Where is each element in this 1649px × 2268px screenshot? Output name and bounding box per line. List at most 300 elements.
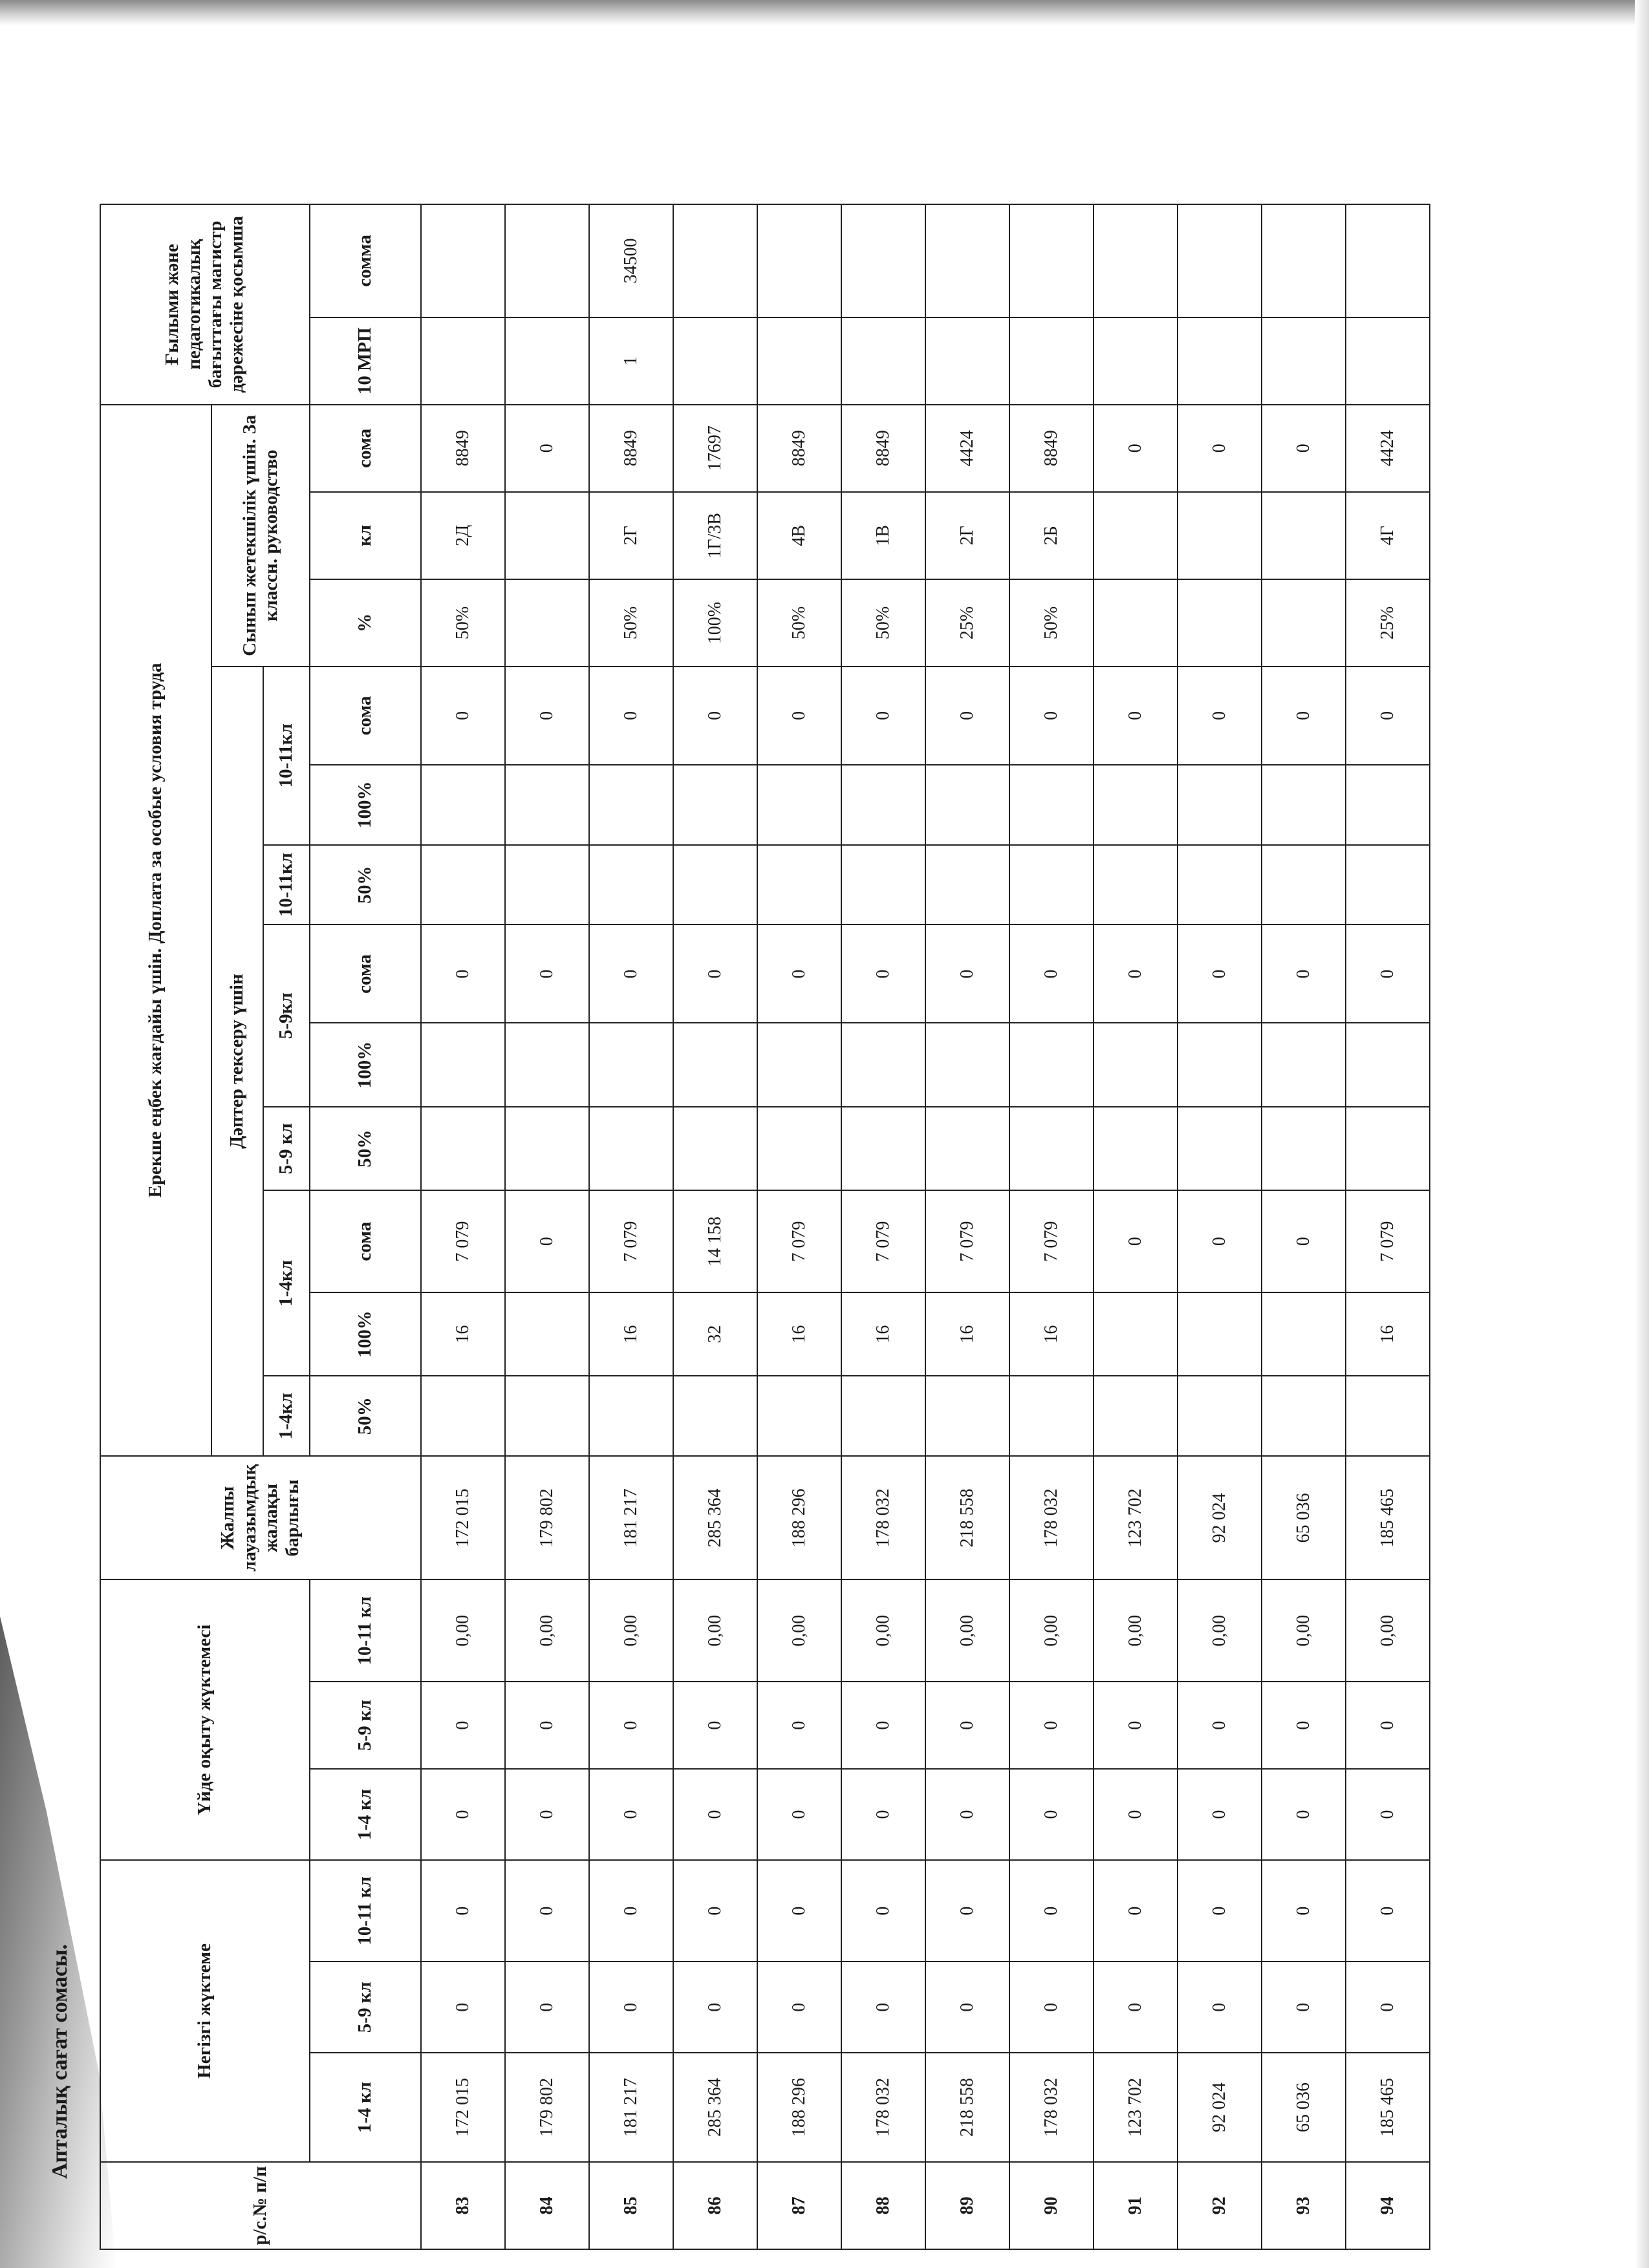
cell-b2: 0 [1346, 1962, 1430, 2053]
cell-c-s: 0 [505, 405, 589, 492]
table-row [841, 204, 925, 2249]
cell-n10-s: 0 [1009, 667, 1094, 765]
cell-n1-s: 7 079 [421, 1190, 505, 1292]
cell-b1: 172 015 [421, 2053, 505, 2162]
table-row [505, 204, 589, 2249]
cell-h3: 0,00 [757, 1580, 841, 1682]
row-number-cell: 94 [1346, 2162, 1430, 2249]
cell-c-s: 8849 [589, 405, 673, 492]
cell-h2: 0 [1262, 1682, 1346, 1769]
cell-n5-100 [841, 1023, 925, 1106]
cell-c-k: 1Г/3В [673, 492, 757, 579]
cell-m-s [841, 204, 925, 317]
cell-b2: 0 [589, 1962, 673, 2053]
salary-table [100, 204, 1430, 2250]
header-n5-100: 100% [310, 1023, 421, 1106]
cell-n1-50 [1178, 1376, 1262, 1456]
cell-n1-s: 7 079 [925, 1190, 1009, 1292]
cell-c-s: 8849 [1009, 405, 1094, 492]
cell-b1: 123 702 [1094, 2053, 1178, 2162]
cell-total: 188 296 [757, 1456, 841, 1579]
cell-n10-50 [757, 845, 841, 925]
cell-total: 178 032 [1009, 1456, 1094, 1579]
cell-n5-50 [925, 1107, 1009, 1190]
cell-c-p: 50% [421, 579, 505, 667]
cell-b1: 218 558 [925, 2053, 1009, 2162]
cell-b2: 0 [421, 1962, 505, 2053]
cell-b2: 0 [505, 1962, 589, 2053]
header-grp-10-11: 10-11кл [263, 845, 310, 925]
cell-h2: 0 [589, 1682, 673, 1769]
cell-c-k: 4В [757, 492, 841, 579]
cell-h2: 0 [841, 1682, 925, 1769]
cell-n5-50 [589, 1107, 673, 1190]
cell-n5-s: 0 [1009, 925, 1094, 1023]
cell-n5-100 [925, 1023, 1009, 1106]
cell-n5-50 [841, 1107, 925, 1190]
cell-h1: 0 [589, 1769, 673, 1860]
cell-c-s: 0 [1094, 405, 1178, 492]
cell-n10-100 [505, 765, 589, 845]
cell-n10-s: 0 [589, 667, 673, 765]
table-row [673, 204, 757, 2249]
row-number-cell: 92 [1178, 2162, 1262, 2249]
table-row [1009, 204, 1094, 2249]
cell-b1: 178 032 [841, 2053, 925, 2162]
sheet-caption: Апталық сағат сомасы. [48, 1943, 72, 2179]
cell-n1-50 [589, 1376, 673, 1456]
cell-b2: 0 [841, 1962, 925, 2053]
table-row [1346, 204, 1430, 2249]
cell-n1-100: 32 [673, 1292, 757, 1376]
cell-m-s [1262, 204, 1346, 317]
cell-n1-100: 16 [757, 1292, 841, 1376]
header-somma: сомма [310, 204, 421, 317]
cell-n10-50 [1094, 845, 1178, 925]
cell-n10-100 [925, 765, 1009, 845]
cell-n10-50 [421, 845, 505, 925]
cell-n1-100 [1262, 1292, 1346, 1376]
cell-n5-50 [421, 1107, 505, 1190]
cell-h3: 0,00 [1178, 1580, 1262, 1682]
header-grp-5-9b: 5-9кл [263, 925, 310, 1107]
cell-c-k: 4Г [1346, 492, 1430, 579]
cell-n10-100 [757, 765, 841, 845]
cell-m-n: 1 [589, 317, 673, 405]
cell-b2: 0 [1262, 1962, 1346, 2053]
cell-c-k [1262, 492, 1346, 579]
cell-h2: 0 [1346, 1682, 1430, 1769]
cell-h3: 0,00 [421, 1580, 505, 1682]
header-class-management: Сынып жетекшілік үшін. За классн. руководство [211, 405, 310, 667]
cell-n1-s: 0 [1178, 1190, 1262, 1292]
cell-n1-50 [1009, 1376, 1094, 1456]
header-special-conditions: Ерекше еңбек жағдайы үшін. Доплата за особые условия труда [100, 405, 211, 1456]
cell-m-n [841, 317, 925, 405]
cell-c-k [1094, 492, 1178, 579]
cell-h1: 0 [421, 1769, 505, 1860]
header-n1-100: 100% [310, 1292, 421, 1376]
row-number-cell: 85 [589, 2162, 673, 2249]
cell-n5-s: 0 [1262, 925, 1346, 1023]
cell-n10-50 [1262, 845, 1346, 925]
cell-n5-100 [1178, 1023, 1262, 1106]
cell-c-k: 2Д [421, 492, 505, 579]
row-number-cell: 87 [757, 2162, 841, 2249]
cell-b3: 0 [421, 1860, 505, 1962]
cell-c-k [1178, 492, 1262, 579]
cell-n5-100 [1346, 1023, 1430, 1106]
cell-h1: 0 [505, 1769, 589, 1860]
cell-n10-100 [1346, 765, 1430, 845]
cell-b1: 65 036 [1262, 2053, 1346, 2162]
cell-n5-s: 0 [421, 925, 505, 1023]
cell-n10-s: 0 [1262, 667, 1346, 765]
cell-b1: 181 217 [589, 2053, 673, 2162]
header-n1-soma: сома [310, 1190, 421, 1292]
cell-c-s: 8849 [841, 405, 925, 492]
header-grp-5-9: 5-9 кл [263, 1107, 310, 1190]
cell-c-p [505, 579, 589, 667]
cell-m-n [1262, 317, 1346, 405]
cell-n10-s: 0 [1178, 667, 1262, 765]
cell-h3: 0,00 [1094, 1580, 1178, 1682]
cell-h1: 0 [841, 1769, 925, 1860]
cell-h3: 0,00 [841, 1580, 925, 1682]
header-mrp: 10 МРП [310, 317, 421, 405]
header-total-salary: Жалпы лауазымдық жалақы барлығы [100, 1456, 421, 1579]
cell-b2: 0 [925, 1962, 1009, 2053]
cell-m-s [421, 204, 505, 317]
cell-c-p: 50% [589, 579, 673, 667]
cell-n5-100 [673, 1023, 757, 1106]
header-grp-1-4: 1-4кл [263, 1376, 310, 1456]
cell-n5-50 [673, 1107, 757, 1190]
cell-n5-s: 0 [841, 925, 925, 1023]
cell-c-p: 100% [673, 579, 757, 667]
cell-n5-s: 0 [505, 925, 589, 1023]
cell-c-s: 8849 [757, 405, 841, 492]
table-row [1094, 204, 1178, 2249]
cell-total: 181 217 [589, 1456, 673, 1579]
cell-b1: 185 465 [1346, 2053, 1430, 2162]
cell-n5-100 [1262, 1023, 1346, 1106]
cell-h1: 0 [1009, 1769, 1094, 1860]
header-basic-1-4: 1-4 кл [310, 2053, 421, 2162]
cell-c-k [505, 492, 589, 579]
cell-total: 179 802 [505, 1456, 589, 1579]
cell-m-s [673, 204, 757, 317]
cell-b2: 0 [1094, 1962, 1178, 2053]
cell-n10-100 [673, 765, 757, 845]
cell-n5-s: 0 [925, 925, 1009, 1023]
row-number-cell: 88 [841, 2162, 925, 2249]
cell-m-n [1094, 317, 1178, 405]
header-grp-1-4b: 1-4кл [263, 1190, 310, 1376]
cell-n10-s: 0 [673, 667, 757, 765]
cell-m-n [1346, 317, 1430, 405]
cell-m-s [505, 204, 589, 317]
cell-n1-s: 0 [1094, 1190, 1178, 1292]
table-row [757, 204, 841, 2249]
row-number-cell: 91 [1094, 2162, 1178, 2249]
cell-h2: 0 [1178, 1682, 1262, 1769]
cell-n1-100: 16 [421, 1292, 505, 1376]
cell-n10-100 [1262, 765, 1346, 845]
cell-b2: 0 [673, 1962, 757, 2053]
cell-h1: 0 [1178, 1769, 1262, 1860]
cell-n5-100 [1094, 1023, 1178, 1106]
cell-b2: 0 [1178, 1962, 1262, 2053]
cell-n5-50 [1009, 1107, 1094, 1190]
cell-b2: 0 [757, 1962, 841, 2053]
cell-h3: 0,00 [589, 1580, 673, 1682]
row-number-cell: 90 [1009, 2162, 1094, 2249]
header-notebook-check: Дәптер тексеру үшін [211, 667, 263, 1456]
cell-n1-50 [1094, 1376, 1178, 1456]
cell-b1: 188 296 [757, 2053, 841, 2162]
cell-c-p [1178, 579, 1262, 667]
header-cm-class: кл [310, 492, 421, 579]
cell-n1-100: 16 [589, 1292, 673, 1376]
cell-n1-50 [925, 1376, 1009, 1456]
cell-n1-50 [1346, 1376, 1430, 1456]
cell-n1-s: 0 [505, 1190, 589, 1292]
cell-b1: 92 024 [1178, 2053, 1262, 2162]
cell-n10-50 [1178, 845, 1262, 925]
cell-total: 218 558 [925, 1456, 1009, 1579]
cell-h1: 0 [925, 1769, 1009, 1860]
cell-n10-s: 0 [1346, 667, 1430, 765]
cell-n10-s: 0 [757, 667, 841, 765]
cell-n1-s: 0 [1262, 1190, 1346, 1292]
cell-h3: 0,00 [505, 1580, 589, 1682]
cell-c-p: 50% [757, 579, 841, 667]
cell-c-p: 25% [925, 579, 1009, 667]
cell-n10-50 [673, 845, 757, 925]
cell-c-p: 25% [1346, 579, 1430, 667]
cell-h3: 0,00 [1262, 1580, 1346, 1682]
header-basic-load: Негізгі жүктеме [100, 1860, 310, 2162]
cell-c-k: 2Г [925, 492, 1009, 579]
cell-c-s: 0 [1262, 405, 1346, 492]
header-home-1-4: 1-4 кл [310, 1769, 421, 1860]
cell-n5-100 [757, 1023, 841, 1106]
cell-total: 178 032 [841, 1456, 925, 1579]
header-home-5-9: 5-9 кл [310, 1682, 421, 1769]
cell-c-k: 2Б [1009, 492, 1094, 579]
cell-h2: 0 [925, 1682, 1009, 1769]
cell-h3: 0,00 [673, 1580, 757, 1682]
cell-n1-100 [505, 1292, 589, 1376]
cell-c-s: 8849 [421, 405, 505, 492]
cell-n10-100 [1009, 765, 1094, 845]
cell-n10-50 [589, 845, 673, 925]
cell-n10-s: 0 [1094, 667, 1178, 765]
cell-n5-s: 0 [1346, 925, 1430, 1023]
cell-c-p [1262, 579, 1346, 667]
cell-h2: 0 [673, 1682, 757, 1769]
cell-h2: 0 [757, 1682, 841, 1769]
cell-n1-100 [1178, 1292, 1262, 1376]
cell-m-s [1178, 204, 1262, 317]
table-body [421, 204, 1430, 2249]
row-number-cell: 93 [1262, 2162, 1346, 2249]
cell-h1: 0 [1346, 1769, 1430, 1860]
cell-c-k: 2Г [589, 492, 673, 579]
cell-c-s: 4424 [925, 405, 1009, 492]
header-n1-50: 50% [310, 1376, 421, 1456]
row-number-cell: 89 [925, 2162, 1009, 2249]
cell-n5-100 [421, 1023, 505, 1106]
table-row [925, 204, 1009, 2249]
cell-c-k: 1В [841, 492, 925, 579]
cell-n10-50 [1346, 845, 1430, 925]
cell-n1-s: 14 158 [673, 1190, 757, 1292]
cell-n5-50 [1346, 1107, 1430, 1190]
cell-n10-50 [1009, 845, 1094, 925]
cell-h2: 0 [1094, 1682, 1178, 1769]
cell-n5-50 [1094, 1107, 1178, 1190]
header-n10-100: 100% [310, 765, 421, 845]
cell-n5-s: 0 [757, 925, 841, 1023]
cell-m-s [1094, 204, 1178, 317]
cell-n1-50 [673, 1376, 757, 1456]
cell-n10-50 [841, 845, 925, 925]
rotated-sheet [35, 204, 1451, 2250]
header-cm-percent: % [310, 579, 421, 667]
cell-n10-s: 0 [925, 667, 1009, 765]
header-grp-10-11b: 10-11кл [263, 667, 310, 845]
header-science-degree: Ғылыми және педагогикалық бағыттағы магистр дәрежесіне қосымша [100, 204, 310, 405]
header-cm-soma: сома [310, 405, 421, 492]
cell-b3: 0 [589, 1860, 673, 1962]
cell-b3: 0 [925, 1860, 1009, 1962]
row-number-cell: 86 [673, 2162, 757, 2249]
cell-b3: 0 [1346, 1860, 1430, 1962]
cell-b3: 0 [505, 1860, 589, 1962]
cell-c-p: 50% [841, 579, 925, 667]
cell-n5-s: 0 [673, 925, 757, 1023]
row-number-cell: 84 [505, 2162, 589, 2249]
cell-h1: 0 [673, 1769, 757, 1860]
header-home-10-11: 10-11 кл [310, 1580, 421, 1682]
cell-n10-100 [421, 765, 505, 845]
cell-m-s [1346, 204, 1430, 317]
cell-n1-s: 7 079 [1009, 1190, 1094, 1292]
cell-h1: 0 [1094, 1769, 1178, 1860]
cell-n5-100 [505, 1023, 589, 1106]
header-n10-50: 50% [310, 845, 421, 925]
table-row [1178, 204, 1262, 2249]
cell-h3: 0,00 [925, 1580, 1009, 1682]
table-row [1262, 204, 1346, 2249]
cell-m-n [505, 317, 589, 405]
cell-m-n [1178, 317, 1262, 405]
cell-b3: 0 [757, 1860, 841, 1962]
cell-b3: 0 [1178, 1860, 1262, 1962]
cell-n1-100: 16 [1346, 1292, 1430, 1376]
cell-b1: 285 364 [673, 2053, 757, 2162]
cell-n10-s: 0 [421, 667, 505, 765]
cell-m-n [673, 317, 757, 405]
cell-c-p: 50% [1009, 579, 1094, 667]
cell-n5-100 [589, 1023, 673, 1106]
cell-b3: 0 [1262, 1860, 1346, 1962]
cell-total: 123 702 [1094, 1456, 1178, 1579]
cell-n1-50 [421, 1376, 505, 1456]
cell-m-s [757, 204, 841, 317]
cell-n1-50 [505, 1376, 589, 1456]
cell-h1: 0 [757, 1769, 841, 1860]
cell-total: 92 024 [1178, 1456, 1262, 1579]
cell-m-s [1009, 204, 1094, 317]
cell-n5-s: 0 [589, 925, 673, 1023]
cell-c-p [1094, 579, 1178, 667]
cell-n10-100 [1178, 765, 1262, 845]
scan-right-edge [1635, 0, 1649, 2268]
cell-m-n [1009, 317, 1094, 405]
cell-c-s: 17697 [673, 405, 757, 492]
header-rownum: р/с.№ п/п [100, 2162, 421, 2249]
header-home-teaching: Үйде оқыту жүктемесі [100, 1580, 310, 1860]
cell-n1-s: 7 079 [1346, 1190, 1430, 1292]
cell-n10-50 [925, 845, 1009, 925]
cell-n10-50 [505, 845, 589, 925]
cell-n1-s: 7 079 [589, 1190, 673, 1292]
cell-total: 172 015 [421, 1456, 505, 1579]
cell-m-s: 34500 [589, 204, 673, 317]
cell-n5-50 [1262, 1107, 1346, 1190]
cell-n5-s: 0 [1094, 925, 1178, 1023]
cell-total: 65 036 [1262, 1456, 1346, 1579]
cell-h3: 0,00 [1009, 1580, 1094, 1682]
cell-m-n [925, 317, 1009, 405]
cell-b3: 0 [1009, 1860, 1094, 1962]
cell-n5-50 [757, 1107, 841, 1190]
cell-n10-100 [589, 765, 673, 845]
cell-n5-50 [1178, 1107, 1262, 1190]
cell-b3: 0 [841, 1860, 925, 1962]
row-number-cell: 83 [421, 2162, 505, 2249]
cell-h3: 0,00 [1346, 1580, 1430, 1682]
cell-n1-100: 16 [925, 1292, 1009, 1376]
cell-total: 285 364 [673, 1456, 757, 1579]
header-n5-soma: сома [310, 925, 421, 1023]
header-n10-soma: сома [310, 667, 421, 765]
table-row [421, 204, 505, 2249]
cell-n1-50 [1262, 1376, 1346, 1456]
cell-total: 185 465 [1346, 1456, 1430, 1579]
cell-n1-100 [1094, 1292, 1178, 1376]
cell-h2: 0 [1009, 1682, 1094, 1769]
cell-h1: 0 [1262, 1769, 1346, 1860]
cell-n1-50 [841, 1376, 925, 1456]
cell-n5-100 [1009, 1023, 1094, 1106]
cell-n5-s: 0 [1178, 925, 1262, 1023]
cell-b1: 179 802 [505, 2053, 589, 2162]
header-basic-10-11: 10-11 кл [310, 1860, 421, 1962]
cell-n10-100 [841, 765, 925, 845]
cell-n5-50 [505, 1107, 589, 1190]
cell-n1-s: 7 079 [841, 1190, 925, 1292]
cell-n10-s: 0 [841, 667, 925, 765]
cell-n1-100: 16 [841, 1292, 925, 1376]
cell-n10-s: 0 [505, 667, 589, 765]
cell-c-s: 4424 [1346, 405, 1430, 492]
cell-c-s: 0 [1178, 405, 1262, 492]
cell-b3: 0 [673, 1860, 757, 1962]
